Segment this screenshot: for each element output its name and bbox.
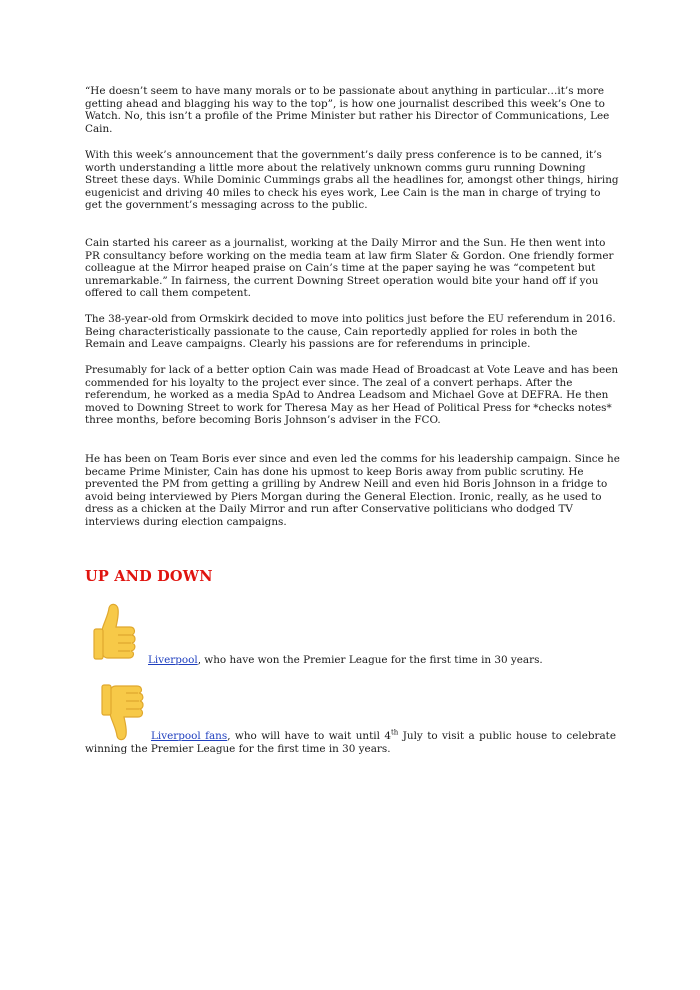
down-item bbox=[85, 730, 616, 755]
thumbs-up-icon bbox=[88, 602, 138, 664]
up-and-down-heading: UP AND DOWN bbox=[85, 568, 213, 585]
up-item bbox=[148, 654, 628, 667]
ordinal-suffix: th bbox=[390, 728, 399, 737]
paragraph-career: Cain started his career as a journalist, working at the Daily Mirror and the Sun. He then went into PR consultancy before working on the media team at law firm Slater & Gordon. One friendly former colleague at the Mirror heaped praise on Cain’s time at the paper saying he was “competent but unremarkable.” In fairness, the current Downing Street operation would bite your hand off if you offered to call them competent. bbox=[85, 237, 614, 300]
down-item-text-start: , who will have to wait until 4 bbox=[227, 730, 391, 742]
liverpool-fans-link[interactable]: Liverpool fans bbox=[151, 730, 228, 742]
paragraph-team-boris: He has been on Team Boris ever since and even led the comms for his leadership campaign. Since he became Prime Minister, Cain has done his upmost to keep Boris away from public scrutiny. He prevented the PM from getting a grilling by Andrew Neill and even hid Boris Johnson in a fridge to avoid being interviewed by Piers Morgan during the General Election. Ironic, really, as he used to dress as a chicken at the Daily Mirror and run after Conservative politicians who dodged TV interviews during election campaigns. bbox=[85, 453, 620, 528]
paragraph-referendum: The 38-year-old from Ormskirk decided to move into politics just before the EU referendum in 2016. Being characteristically passionate to the cause, Cain reportedly applied for roles in both the Remain and Leave campaigns. Clearly his passions are for referendums in principle. bbox=[85, 313, 616, 351]
paragraph-vote-leave: Presumably for lack of a better option Cain was made Head of Broadcast at Vote Leave and has been commended for his loyalty to the project ever since. The zeal of a convert perhaps. After the referendum, he worked as a media SpAd to Andrea Leadsom and Michael Gove at DEFRA. He then moved to Downing Street to work for Theresa May as her Head of Political Press for *checks notes* three months, before becoming Boris Johnson’s adviser in the FCO. bbox=[85, 364, 619, 427]
paragraph-intro: “He doesn’t seem to have many morals or to be passionate about anything in particular…it’s more getting ahead and blagging his way to the top”, is how one journalist described this week’s One to Watch. No, this isn’t a profile of the Prime Minister but rather his Director of Communications, Lee Cain. bbox=[85, 85, 610, 135]
paragraph-press-conference: With this week’s announcement that the government’s daily press conference is to be canned, it’s worth understanding a little more about the relatively unknown comms guru running Downing Street these days. While Dominic Cummings grabs all the headlines for, amongst other things, hiring eugenicist and driving 40 miles to check his eyes work, Lee Cain is the man in charge of trying to get the government’s messaging across to the public. bbox=[85, 149, 619, 212]
up-item-text: , who have won the Premier League for the first time in 30 years. bbox=[197, 654, 543, 666]
liverpool-link[interactable]: Liverpool bbox=[148, 654, 198, 666]
down-item-text-end: July to visit a public house to celebrate winning the Premier League for the first time in 30 years. bbox=[85, 730, 616, 755]
